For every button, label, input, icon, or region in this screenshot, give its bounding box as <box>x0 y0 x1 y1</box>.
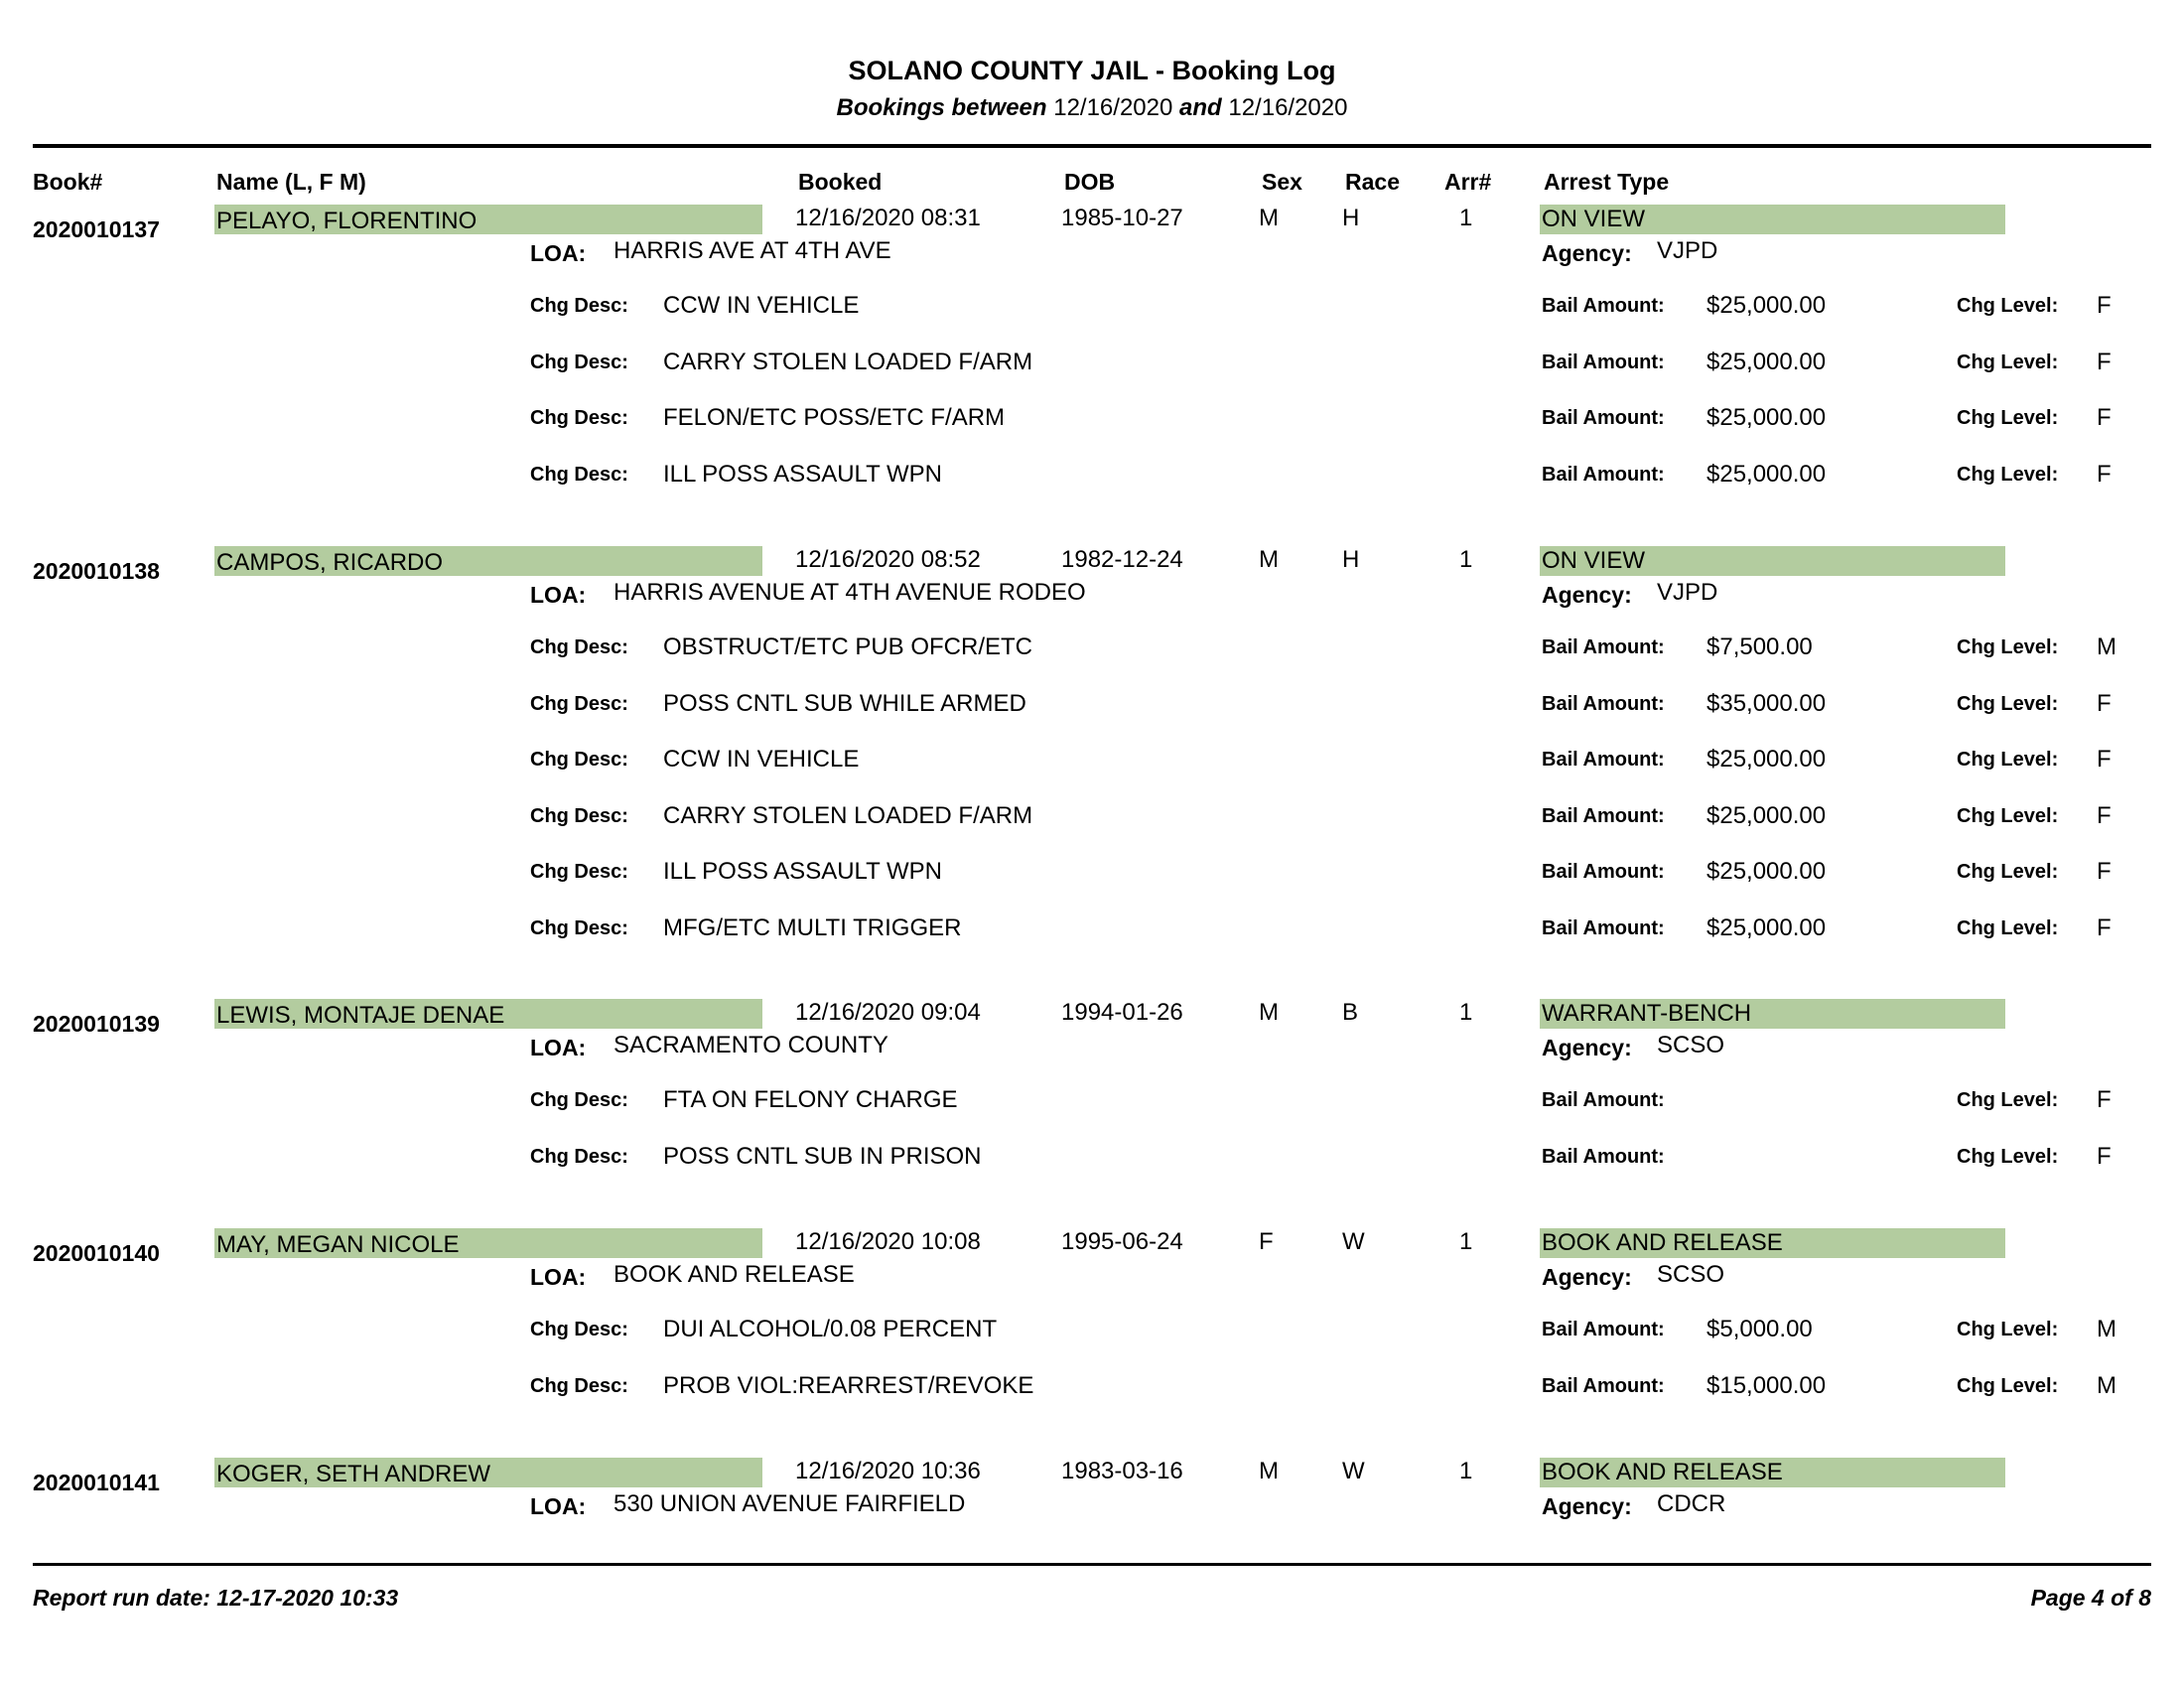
arrest-type: BOOK AND RELEASE <box>1540 1458 2005 1487</box>
bail-amount-label: Bail Amount: <box>1542 917 1665 939</box>
arrest-type: BOOK AND RELEASE <box>1540 1228 2005 1258</box>
bail-amount-label: Bail Amount: <box>1542 861 1665 883</box>
col-header-dob: DOB <box>1064 169 1116 195</box>
col-header-arr: Arr# <box>1444 169 1492 195</box>
date-from: 12/16/2020 <box>1053 94 1173 121</box>
chg-level-value: F <box>2097 292 2112 319</box>
chg-desc-label: Chg Desc: <box>530 749 628 771</box>
agency-label: Agency: <box>1542 1035 1632 1060</box>
loa-value: HARRIS AVE AT 4TH AVE <box>614 237 891 264</box>
date-of-birth: 1995-06-24 <box>1061 1228 1183 1255</box>
arrest-number: 1 <box>1459 999 1473 1026</box>
booked-datetime: 12/16/2020 10:36 <box>795 1458 981 1484</box>
arrest-type: ON VIEW <box>1540 546 2005 576</box>
chg-level-label: Chg Level: <box>1957 295 2059 317</box>
sex: M <box>1259 1458 1279 1484</box>
booking-record <box>0 1228 2184 1290</box>
bail-amount-value: $5,000.00 <box>1706 1316 1813 1342</box>
bail-amount-label: Bail Amount: <box>1542 1089 1665 1111</box>
bail-amount-value: $25,000.00 <box>1706 858 1827 885</box>
chg-desc-label: Chg Desc: <box>530 407 628 429</box>
charge-row <box>0 858 2184 885</box>
chg-desc-label: Chg Desc: <box>530 805 628 827</box>
bail-amount-value: $25,000.00 <box>1706 404 1827 431</box>
inmate-name: KOGER, SETH ANDREW <box>214 1458 762 1487</box>
chg-level-label: Chg Level: <box>1957 464 2059 486</box>
chg-level-value: F <box>2097 1086 2112 1113</box>
sex: F <box>1259 1228 1274 1255</box>
booked-datetime: 12/16/2020 08:31 <box>795 205 981 231</box>
page-number: Page 4 of 8 <box>2030 1585 2151 1611</box>
agency-label: Agency: <box>1542 1264 1632 1290</box>
agency-value: SCSO <box>1657 1261 1725 1288</box>
booking-record <box>0 999 2184 1060</box>
loa-label: LOA: <box>530 1035 587 1060</box>
chg-level-value: M <box>2097 633 2116 660</box>
sex: M <box>1259 546 1279 573</box>
charge-row <box>0 1086 2184 1113</box>
race: H <box>1342 546 1360 573</box>
chg-desc-label: Chg Desc: <box>530 295 628 317</box>
chg-level-value: F <box>2097 858 2112 885</box>
chg-level-label: Chg Level: <box>1957 861 2059 883</box>
chg-level-value: F <box>2097 1143 2112 1170</box>
chg-level-value: F <box>2097 404 2112 431</box>
charge-row <box>0 633 2184 660</box>
bail-amount-label: Bail Amount: <box>1542 1146 1665 1168</box>
col-header-name: Name (L, F M) <box>216 169 366 195</box>
date-to: 12/16/2020 <box>1228 94 1348 121</box>
chg-level-label: Chg Level: <box>1957 917 2059 939</box>
arrest-number: 1 <box>1459 1458 1473 1484</box>
date-of-birth: 1982-12-24 <box>1061 546 1183 573</box>
book-number: 2020010141 <box>33 1470 160 1495</box>
charge-row <box>0 746 2184 773</box>
col-header-arrest-type: Arrest Type <box>1544 169 1670 195</box>
loa-value: SACRAMENTO COUNTY <box>614 1032 888 1058</box>
charge-row <box>0 1143 2184 1170</box>
chg-level-label: Chg Level: <box>1957 749 2059 771</box>
sex: M <box>1259 205 1279 231</box>
chg-desc-label: Chg Desc: <box>530 1319 628 1340</box>
book-number: 2020010140 <box>33 1240 160 1266</box>
col-header-booked: Booked <box>798 169 883 195</box>
chg-desc-value: CARRY STOLEN LOADED F/ARM <box>663 802 1033 829</box>
chg-desc-value: POSS CNTL SUB IN PRISON <box>663 1143 982 1170</box>
col-header-sex: Sex <box>1262 169 1302 195</box>
chg-desc-value: MFG/ETC MULTI TRIGGER <box>663 914 962 941</box>
chg-level-label: Chg Level: <box>1957 352 2059 373</box>
date-of-birth: 1994-01-26 <box>1061 999 1183 1026</box>
loa-value: HARRIS AVENUE AT 4TH AVENUE RODEO <box>614 579 1086 606</box>
chg-desc-label: Chg Desc: <box>530 352 628 373</box>
charge-row <box>0 914 2184 941</box>
booked-datetime: 12/16/2020 08:52 <box>795 546 981 573</box>
chg-level-label: Chg Level: <box>1957 693 2059 715</box>
chg-level-value: F <box>2097 746 2112 773</box>
agency-value: VJPD <box>1657 579 1718 606</box>
subtitle-and: and <box>1179 94 1222 121</box>
arrest-number: 1 <box>1459 1228 1473 1255</box>
chg-level-label: Chg Level: <box>1957 636 2059 658</box>
booking-record <box>0 546 2184 608</box>
top-divider <box>33 144 2151 148</box>
arrest-number: 1 <box>1459 205 1473 231</box>
chg-desc-label: Chg Desc: <box>530 636 628 658</box>
bail-amount-label: Bail Amount: <box>1542 805 1665 827</box>
chg-level-value: F <box>2097 914 2112 941</box>
booking-record <box>0 1458 2184 1519</box>
charge-row <box>0 1316 2184 1342</box>
chg-desc-value: FTA ON FELONY CHARGE <box>663 1086 958 1113</box>
bail-amount-value: $25,000.00 <box>1706 914 1827 941</box>
chg-level-value: M <box>2097 1316 2116 1342</box>
loa-value: 530 UNION AVENUE FAIRFIELD <box>614 1490 966 1517</box>
report-run-date: Report run date: 12-17-2020 10:33 <box>33 1585 399 1611</box>
agency-label: Agency: <box>1542 1493 1632 1519</box>
inmate-name: LEWIS, MONTAJE DENAE <box>214 999 762 1029</box>
bail-amount-value: $25,000.00 <box>1706 802 1827 829</box>
charge-row <box>0 461 2184 488</box>
chg-desc-value: CCW IN VEHICLE <box>663 292 860 319</box>
book-number: 2020010139 <box>33 1011 160 1037</box>
bail-amount-label: Bail Amount: <box>1542 1375 1665 1397</box>
bail-amount-value: $25,000.00 <box>1706 461 1827 488</box>
chg-desc-label: Chg Desc: <box>530 861 628 883</box>
booked-datetime: 12/16/2020 09:04 <box>795 999 981 1026</box>
chg-level-value: F <box>2097 802 2112 829</box>
date-of-birth: 1983-03-16 <box>1061 1458 1183 1484</box>
loa-label: LOA: <box>530 1493 587 1519</box>
charge-row <box>0 802 2184 829</box>
col-header-book: Book# <box>33 169 103 195</box>
bail-amount-value: $25,000.00 <box>1706 746 1827 773</box>
arrest-type: WARRANT-BENCH <box>1540 999 2005 1029</box>
inmate-name: CAMPOS, RICARDO <box>214 546 762 576</box>
chg-desc-value: FELON/ETC POSS/ETC F/ARM <box>663 404 1006 431</box>
chg-level-label: Chg Level: <box>1957 805 2059 827</box>
charge-row <box>0 349 2184 375</box>
bail-amount-label: Bail Amount: <box>1542 464 1665 486</box>
bail-amount-value: $15,000.00 <box>1706 1372 1827 1399</box>
chg-desc-value: ILL POSS ASSAULT WPN <box>663 858 942 885</box>
chg-desc-label: Chg Desc: <box>530 1146 628 1168</box>
bail-amount-label: Bail Amount: <box>1542 636 1665 658</box>
chg-level-value: M <box>2097 1372 2116 1399</box>
charge-row <box>0 1372 2184 1399</box>
bail-amount-label: Bail Amount: <box>1542 693 1665 715</box>
charge-row <box>0 292 2184 319</box>
race: W <box>1342 1458 1365 1484</box>
bail-amount-label: Bail Amount: <box>1542 407 1665 429</box>
chg-desc-value: OBSTRUCT/ETC PUB OFCR/ETC <box>663 633 1033 660</box>
booked-datetime: 12/16/2020 10:08 <box>795 1228 981 1255</box>
booking-record <box>0 205 2184 266</box>
inmate-name: PELAYO, FLORENTINO <box>214 205 762 234</box>
chg-desc-value: CCW IN VEHICLE <box>663 746 860 773</box>
bail-amount-label: Bail Amount: <box>1542 352 1665 373</box>
chg-level-label: Chg Level: <box>1957 1089 2059 1111</box>
arrest-number: 1 <box>1459 546 1473 573</box>
bail-amount-value: $25,000.00 <box>1706 349 1827 375</box>
chg-desc-value: DUI ALCOHOL/0.08 PERCENT <box>663 1316 998 1342</box>
race: B <box>1342 999 1359 1026</box>
agency-value: CDCR <box>1657 1490 1726 1517</box>
chg-desc-value: PROB VIOL:REARREST/REVOKE <box>663 1372 1034 1399</box>
loa-label: LOA: <box>530 582 587 608</box>
sex: M <box>1259 999 1279 1026</box>
charge-row <box>0 690 2184 717</box>
chg-desc-label: Chg Desc: <box>530 1089 628 1111</box>
race: H <box>1342 205 1360 231</box>
bail-amount-value: $25,000.00 <box>1706 292 1827 319</box>
charge-row <box>0 404 2184 431</box>
chg-desc-value: POSS CNTL SUB WHILE ARMED <box>663 690 1026 717</box>
bail-amount-value: $7,500.00 <box>1706 633 1813 660</box>
chg-level-label: Chg Level: <box>1957 1146 2059 1168</box>
agency-value: VJPD <box>1657 237 1718 264</box>
chg-desc-label: Chg Desc: <box>530 693 628 715</box>
bottom-divider <box>33 1563 2151 1566</box>
loa-value: BOOK AND RELEASE <box>614 1261 855 1288</box>
chg-level-value: F <box>2097 461 2112 488</box>
arrest-type: ON VIEW <box>1540 205 2005 234</box>
report-title: SOLANO COUNTY JAIL - Booking Log <box>848 56 1336 85</box>
chg-desc-label: Chg Desc: <box>530 464 628 486</box>
report-subtitle <box>0 94 2184 122</box>
agency-label: Agency: <box>1542 240 1632 266</box>
chg-level-value: F <box>2097 349 2112 375</box>
loa-label: LOA: <box>530 1264 587 1290</box>
inmate-name: MAY, MEGAN NICOLE <box>214 1228 762 1258</box>
bail-amount-label: Bail Amount: <box>1542 749 1665 771</box>
chg-level-label: Chg Level: <box>1957 407 2059 429</box>
chg-desc-label: Chg Desc: <box>530 1375 628 1397</box>
agency-label: Agency: <box>1542 582 1632 608</box>
loa-label: LOA: <box>530 240 587 266</box>
chg-level-value: F <box>2097 690 2112 717</box>
bail-amount-value: $35,000.00 <box>1706 690 1827 717</box>
col-header-race: Race <box>1345 169 1400 195</box>
chg-level-label: Chg Level: <box>1957 1319 2059 1340</box>
subtitle-prefix: Bookings between <box>836 94 1047 121</box>
bail-amount-label: Bail Amount: <box>1542 295 1665 317</box>
date-of-birth: 1985-10-27 <box>1061 205 1183 231</box>
chg-desc-value: CARRY STOLEN LOADED F/ARM <box>663 349 1033 375</box>
book-number: 2020010138 <box>33 558 160 584</box>
book-number: 2020010137 <box>33 216 160 242</box>
race: W <box>1342 1228 1365 1255</box>
chg-desc-value: ILL POSS ASSAULT WPN <box>663 461 942 488</box>
bail-amount-label: Bail Amount: <box>1542 1319 1665 1340</box>
chg-level-label: Chg Level: <box>1957 1375 2059 1397</box>
chg-desc-label: Chg Desc: <box>530 917 628 939</box>
agency-value: SCSO <box>1657 1032 1725 1058</box>
